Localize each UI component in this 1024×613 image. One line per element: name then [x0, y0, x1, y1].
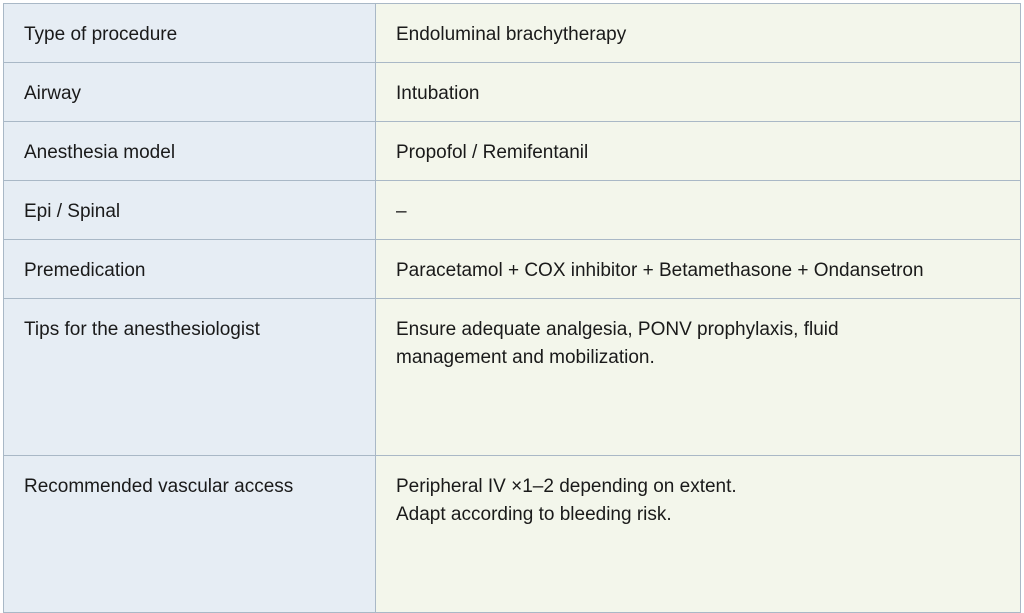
- row-value: [376, 4, 1021, 63]
- row-label: Epi / Spinal: [4, 181, 376, 240]
- row-value-line: Intubation: [396, 83, 480, 104]
- table-row: [4, 240, 1021, 299]
- row-value-line: management and mobilization.: [396, 347, 655, 368]
- row-value-line: Ensure adequate analgesia, PONV prophylaxis, fluid: [396, 319, 839, 340]
- row-value: [376, 181, 1021, 240]
- row-label: Anesthesia model: [4, 122, 376, 181]
- row-value-line: Paracetamol + COX inhibitor + Betamethasone + Ondansetron: [396, 260, 924, 281]
- row-value: [376, 122, 1021, 181]
- row-label: Airway: [4, 63, 376, 122]
- row-label: Premedication: [4, 240, 376, 299]
- row-value: [376, 299, 1021, 456]
- table-row: [4, 299, 1021, 456]
- row-value-line: Endoluminal brachytherapy: [396, 24, 627, 45]
- row-value-line: Propofol / Remifentanil: [396, 142, 589, 163]
- row-value: [376, 63, 1021, 122]
- table-row: [4, 63, 1021, 122]
- row-label: Recommended vascular access: [4, 456, 376, 613]
- table-row: [4, 4, 1021, 63]
- row-value-line: –: [396, 201, 407, 222]
- row-label: Type of procedure: [4, 4, 376, 63]
- row-value: [376, 240, 1021, 299]
- row-value-line: Peripheral IV ×1–2 depending on extent.: [396, 476, 737, 497]
- table-row: [4, 181, 1021, 240]
- table-row: [4, 456, 1021, 613]
- procedure-table: [3, 3, 1021, 613]
- row-value-line: Adapt according to bleeding risk.: [396, 504, 672, 525]
- table-row: [4, 122, 1021, 181]
- row-label: Tips for the anesthesiologist: [4, 299, 376, 456]
- row-value: [376, 456, 1021, 613]
